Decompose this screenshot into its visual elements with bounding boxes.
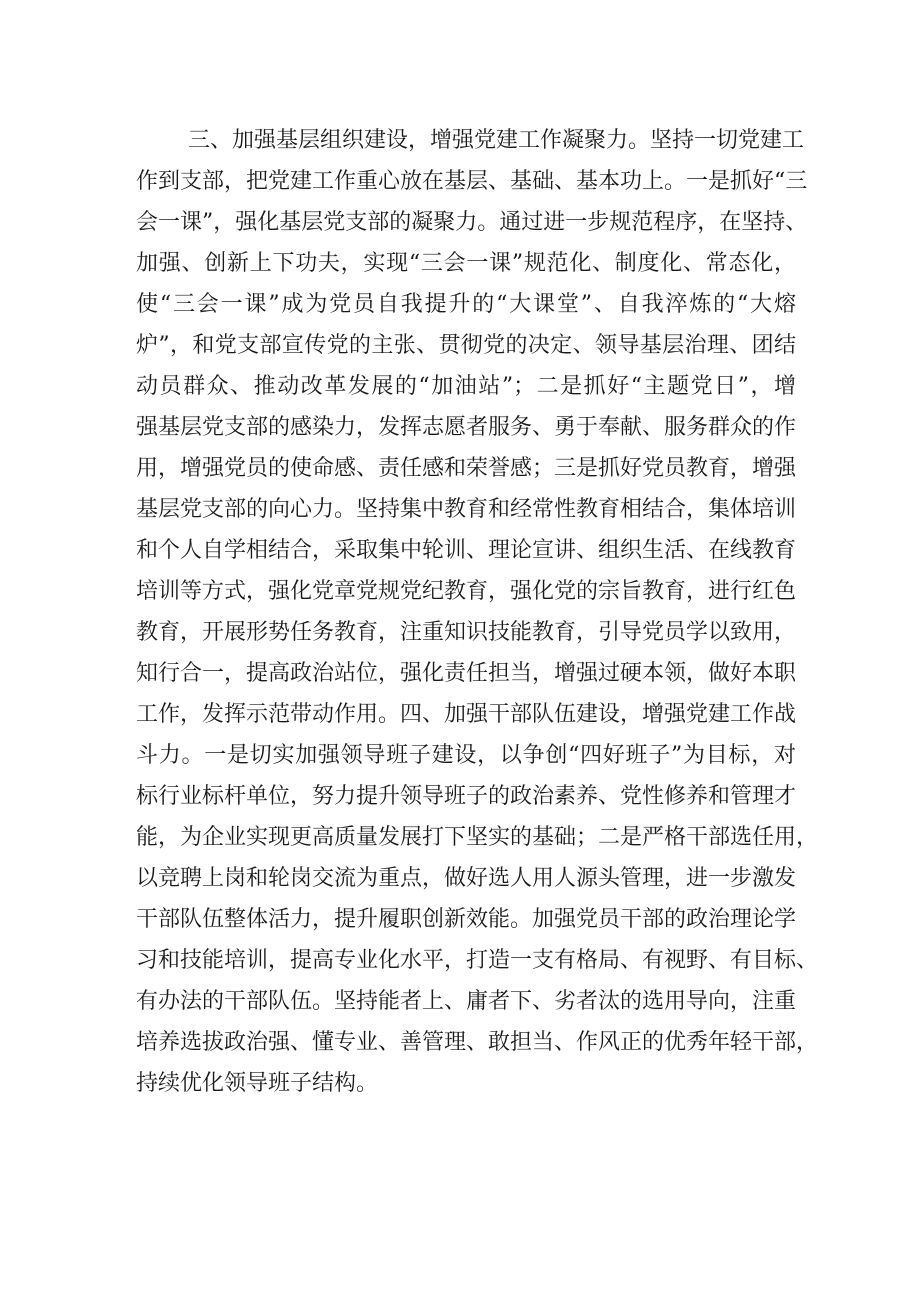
text-line: 和个人自学相结合，采取集中轮训、理论宣讲、组织生活、在线教育 xyxy=(136,538,797,563)
text-line: 用，增强党员的使命感、责任感和荣誉感；三是抓好党员教育，增强 xyxy=(136,456,797,481)
text-line: 干部队伍整体活力，提升履职创新效能。加强党员干部的政治理论学 xyxy=(136,907,797,932)
text-line: 斗力。一是切实加强领导班子建设，以争创“四好班子”为目标，对 xyxy=(136,743,796,768)
text-line: 能，为企业实现更高质量发展打下坚实的基础；二是严格干部选任用， xyxy=(136,825,819,850)
text-line: 有办法的干部队伍。坚持能者上、庸者下、劣者汰的选用导向，注重 xyxy=(136,989,797,1014)
text-line: 炉”，和党支部宣传党的主张、贯彻党的决定、领导基层治理、团结 xyxy=(136,333,796,358)
text-line: 标行业标杆单位，努力提升领导班子的政治素养、党性修养和管理才 xyxy=(136,784,797,809)
text-line: 使“三会一课”成为党员自我提升的“大课堂”、自我淬炼的“大熔 xyxy=(136,292,796,317)
text-line: 习和技能培训，提高专业化水平，打造一支有格局、有视野、有目标、 xyxy=(136,948,819,973)
text-line: 动员群众、推动改革发展的“加油站”；二是抓好“主题党日”，增 xyxy=(136,374,796,399)
text-line: 作到支部，把党建工作重心放在基层、基础、基本功上。一是抓好“三 xyxy=(136,169,808,194)
text-line: 三、加强基层组织建设，增强党建工作凝聚力。坚持一切党建工 xyxy=(188,128,805,153)
text-line: 加强、创新上下功夫，实现“三会一课”规范化、制度化、常态化， xyxy=(136,251,796,276)
text-line: 工作，发挥示范带动作用。四、加强干部队伍建设，增强党建工作战 xyxy=(136,702,797,727)
text-line: 强基层党支部的感染力，发挥志愿者服务、勇于奉献、服务群众的作 xyxy=(136,415,797,440)
text-line: 以竞聘上岗和轮岗交流为重点，做好选人用人源头管理，进一步激发 xyxy=(136,866,797,891)
text-line: 基层党支部的向心力。坚持集中教育和经常性教育相结合，集体培训 xyxy=(136,497,797,522)
text-line: 会一课”，强化基层党支部的凝聚力。通过进一步规范程序，在坚持、 xyxy=(136,210,808,235)
text-line: 教育，开展形势任务教育，注重知识技能教育，引导党员学以致用， xyxy=(136,620,797,645)
text-line: 培养选拔政治强、懂专业、善管理、敢担当、作风正的优秀年轻干部， xyxy=(136,1030,819,1055)
text-line: 培训等方式，强化党章党规党纪教育，强化党的宗旨教育，进行红色 xyxy=(136,579,797,604)
text-line: 持续优化领导班子结构。 xyxy=(136,1071,379,1096)
text-line: 知行合一，提高政治站位，强化责任担当，增强过硬本领，做好本职 xyxy=(136,661,797,686)
body-paragraph xyxy=(136,120,819,1104)
